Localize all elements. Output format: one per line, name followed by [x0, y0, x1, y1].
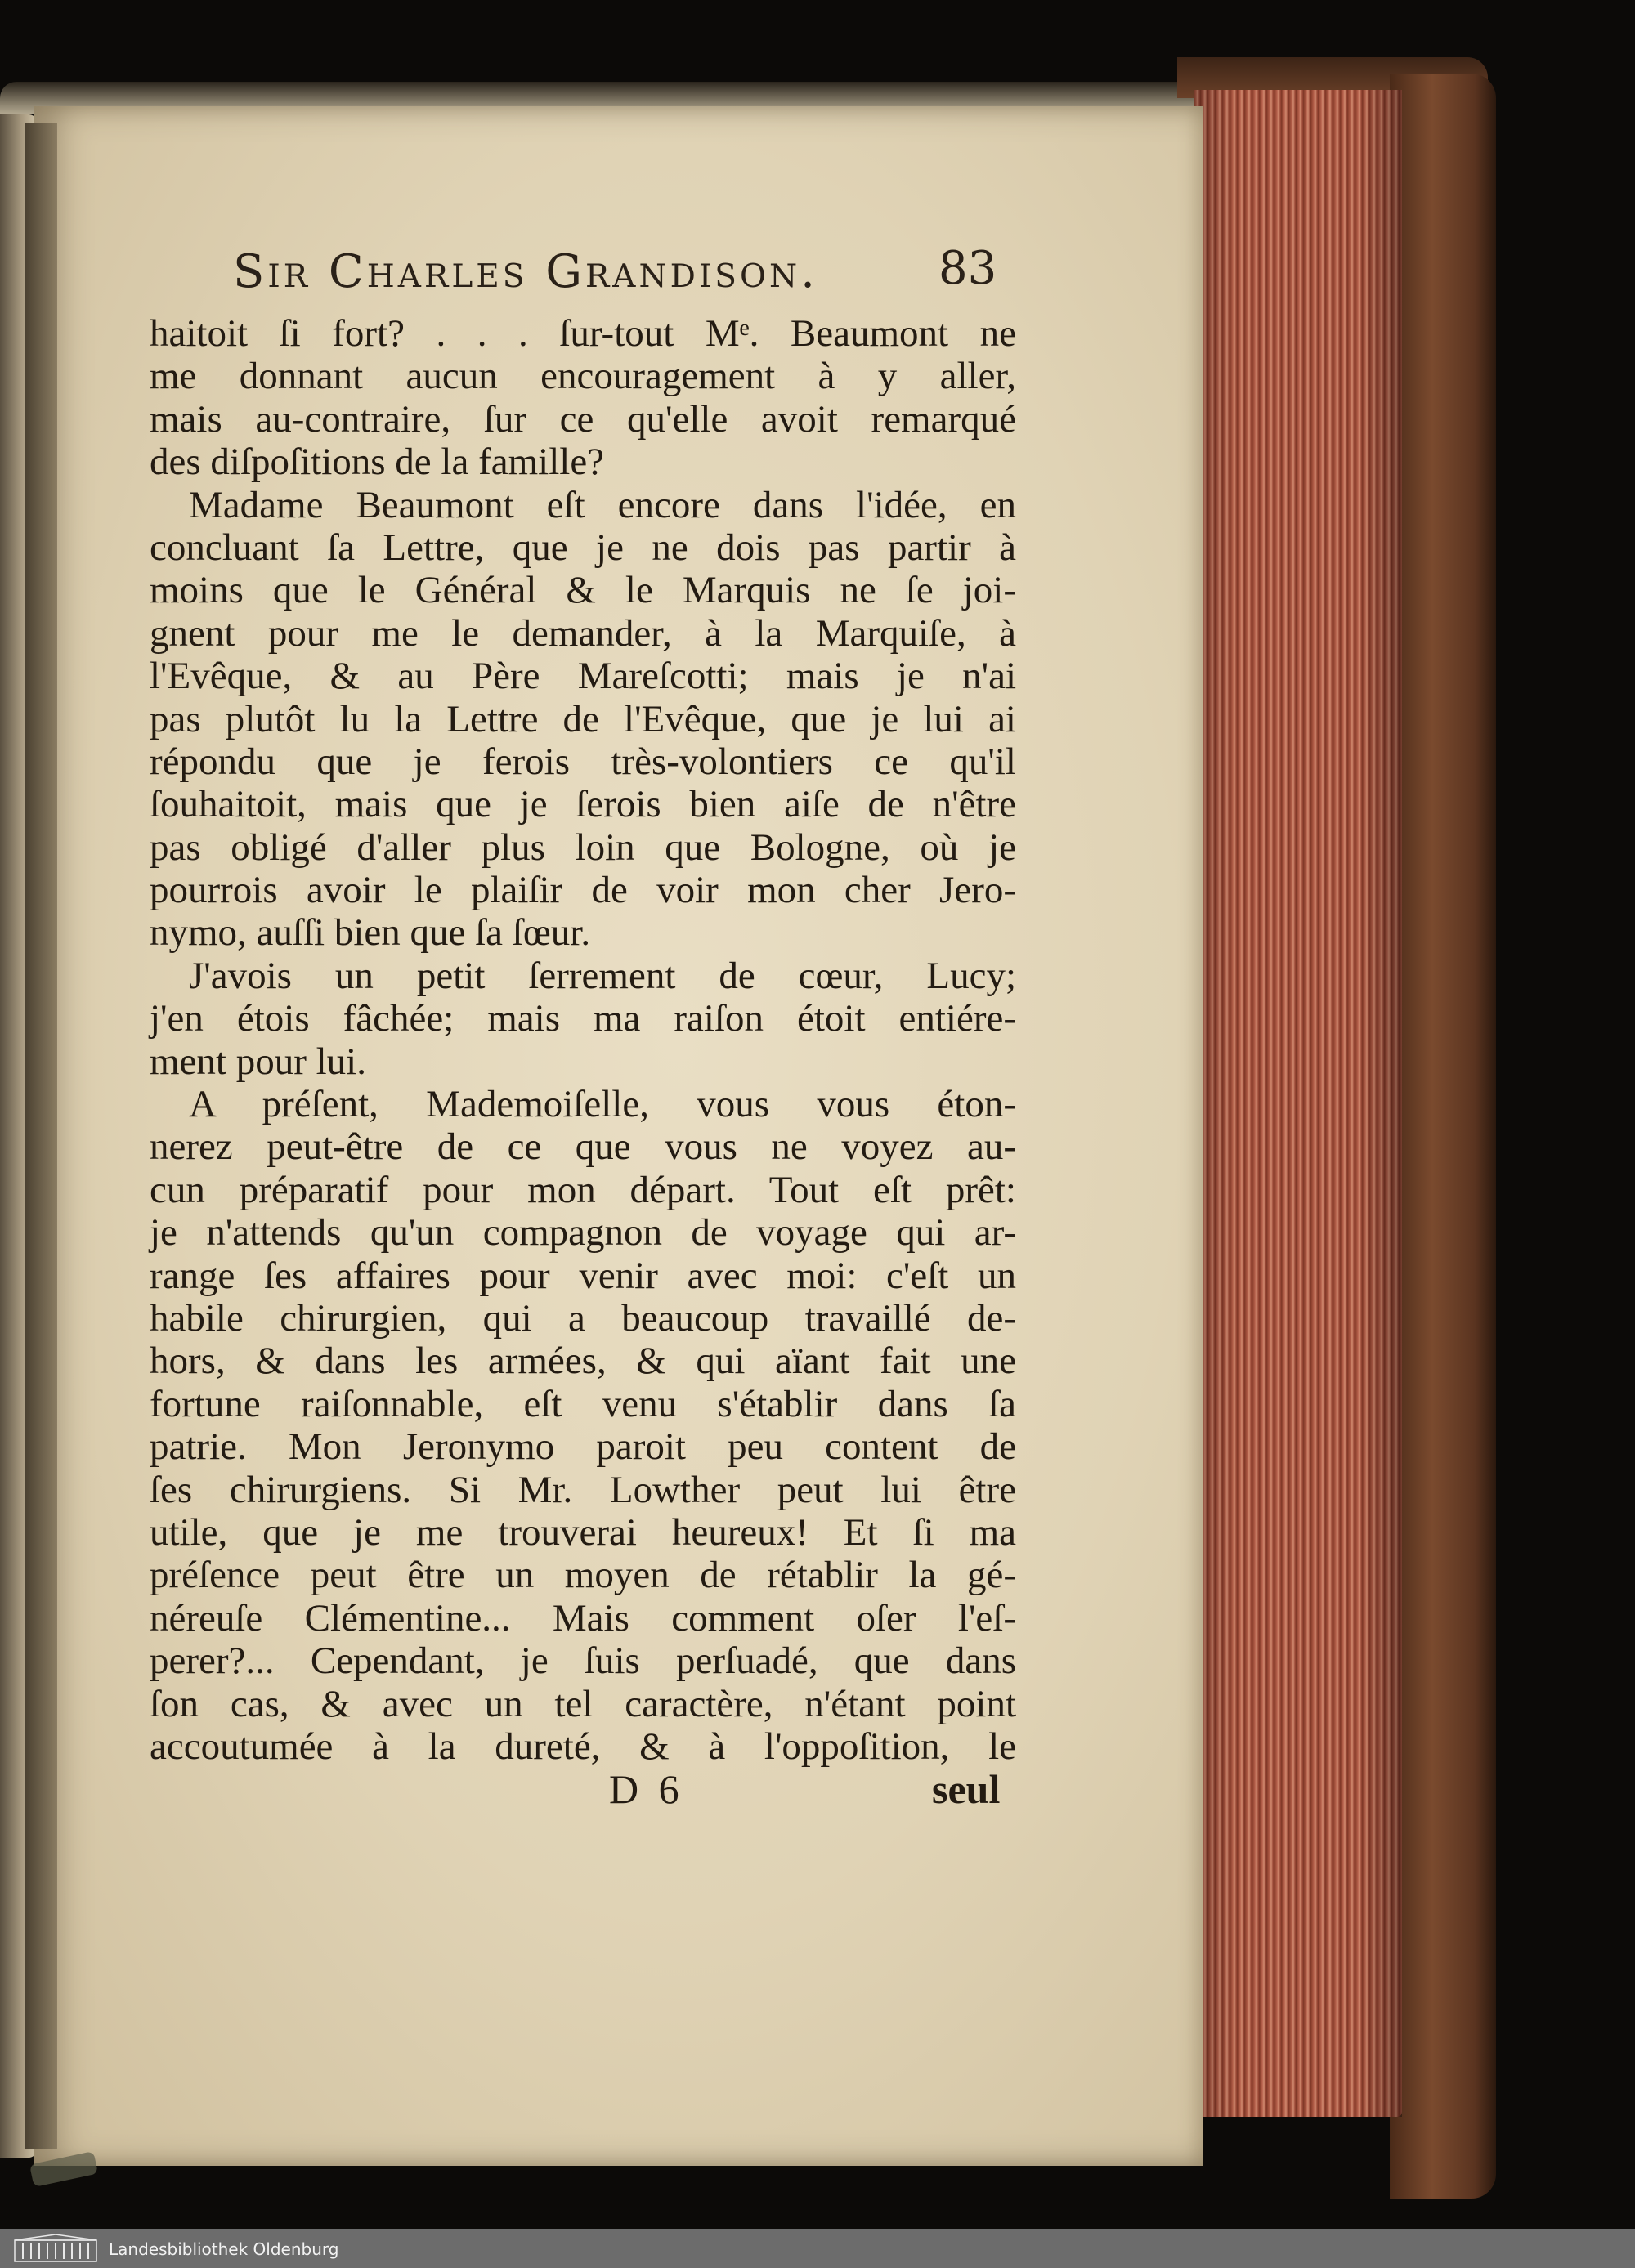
text-line: haitoit ſi fort? . . . ſur-tout Mᵉ. Beaumont ne: [150, 312, 1016, 355]
text-line: A préſent, Mademoiſelle, vous vous éton-: [189, 1083, 1016, 1126]
text-line: mais au-contraire, ſur ce qu'elle avoit remarqué: [150, 397, 1016, 441]
text-line: me donnant aucun encouragement à y aller,: [150, 355, 1016, 398]
gutter-shadow: [25, 123, 57, 2149]
text-line: fortune raiſonnable, eſt venu s'établir dans ſa: [150, 1382, 1016, 1425]
text-line: je n'attends qu'un compagnon de voyage qui ar-: [150, 1211, 1016, 1255]
text-line: Madame Beaumont eſt encore dans l'idée, en: [189, 483, 1016, 526]
text-line: ſouhaitoit, mais que je ſerois bien aiſe de n'être: [150, 783, 1016, 826]
text-line: accoutumée à la dureté, & à l'oppoſition, le: [150, 1724, 1016, 1768]
text-line: pas plutôt lu la Lettre de l'Evêque, que je lui ai: [150, 697, 1016, 740]
leather-cover: [1390, 74, 1496, 2199]
text-line: j'en étois fâchée; mais ma raiſon étoit entiére-: [150, 997, 1016, 1040]
library-footer-bar: [0, 2229, 1635, 2268]
text-line: répondu que je ferois très-volontiers ce qu'il: [150, 740, 1016, 783]
text-line: moins que le Général & le Marquis ne ſe joi-: [150, 569, 1016, 612]
text-line: perer?... Cependant, je ſuis perſuadé, que dans: [150, 1639, 1016, 1683]
text-line: patrie. Mon Jeronymo paroit peu content de: [150, 1425, 1016, 1469]
library-name: Landesbibliothek Oldenburg: [109, 2239, 339, 2259]
text-line: ſon cas, & avec un tel caractère, n'étant point: [150, 1682, 1016, 1725]
text-line: cun préparatif pour mon départ. Tout eſt prêt:: [150, 1168, 1016, 1211]
catchword: seul: [932, 1766, 1001, 1812]
library-building-icon: [13, 2234, 98, 2263]
text-line: pas obligé d'aller plus loin que Bologne, où je: [150, 825, 1016, 869]
page-number: 83: [938, 242, 997, 295]
text-line: l'Evêque, & au Père Mareſcotti; mais je n'ai: [150, 655, 1016, 698]
signature-mark: D 6: [609, 1766, 684, 1812]
text-line: ſes chirurgiens. Si Mr. Lowther peut lui être: [150, 1468, 1016, 1511]
text-line: concluant ſa Lettre, que je ne dois pas partir à: [150, 526, 1016, 569]
text-line: gnent pour me le demander, à la Marquiſe, à: [150, 611, 1016, 655]
text-line: des diſpoſitions de la famille?: [150, 441, 605, 484]
text-line: nymo, auſſi bien que ſa ſœur.: [150, 911, 591, 955]
text-line: J'avois un petit ſerrement de cœur, Lucy;: [189, 954, 1016, 997]
text-line: range ſes affaires pour venir avec moi: c'eſt un: [150, 1254, 1016, 1297]
body-text: [150, 312, 1016, 1768]
text-line: ment pour lui.: [150, 1040, 366, 1083]
text-line: préſence peut être un moyen de rétablir la gé-: [150, 1554, 1016, 1597]
text-line: hors, & dans les armées, & qui aïant fait une: [150, 1340, 1016, 1383]
page-edges-shading: [1194, 90, 1402, 2117]
text-line: utile, que je me trouverai heureux! Et ſi ma: [150, 1510, 1016, 1554]
text-line: nerez peut-être de ce que vous ne voyez au-: [150, 1125, 1016, 1169]
running-head: Sir Charles Grandison.: [233, 245, 818, 298]
text-line: pourrois avoir le plaiſir de voir mon cher Jero-: [150, 869, 1016, 912]
text-line: néreuſe Clémentine... Mais comment oſer l'eſ-: [150, 1596, 1016, 1639]
text-line: habile chirurgien, qui a beaucoup travaillé de-: [150, 1296, 1016, 1340]
